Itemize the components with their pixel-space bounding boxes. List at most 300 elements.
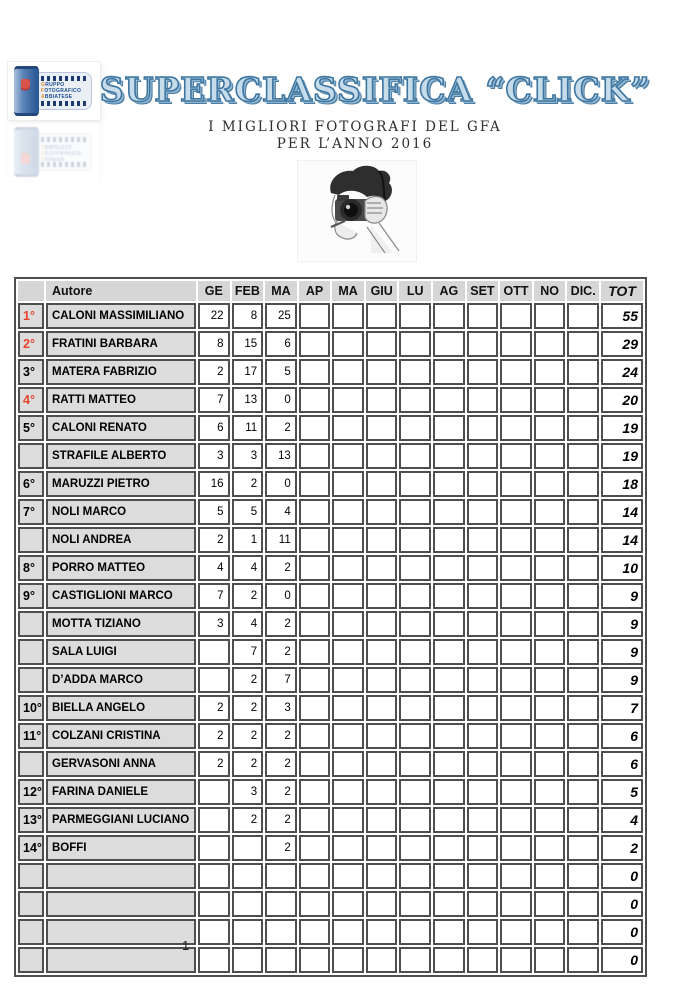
month-value-cell: [198, 807, 230, 833]
author-cell: CALONI RENATO: [46, 415, 196, 441]
month-value-cell: [467, 807, 499, 833]
rank-cell: [18, 443, 44, 469]
month-value-cell: [198, 779, 230, 805]
month-value-cell: [198, 891, 230, 917]
month-value-cell: [567, 751, 599, 777]
rank-cell: 6°: [18, 471, 44, 497]
rank-cell: 11°: [18, 723, 44, 749]
author-cell: SALA LUIGI: [46, 639, 196, 665]
month-value-cell: [198, 863, 230, 889]
month-value-cell: [332, 583, 364, 609]
author-cell: RATTI MATTEO: [46, 387, 196, 413]
rank-cell: [18, 527, 44, 553]
month-value-cell: [467, 331, 499, 357]
total-cell: 20: [601, 387, 643, 413]
month-value-cell: [567, 387, 599, 413]
author-cell: CALONI MASSIMILIANO: [46, 303, 196, 329]
author-cell: BIELLA ANGELO: [46, 695, 196, 721]
month-value-cell: [433, 331, 465, 357]
month-value-cell: 7: [232, 639, 264, 665]
month-value-cell: 2: [265, 611, 297, 637]
rank-cell: [18, 667, 44, 693]
month-value-cell: [332, 863, 364, 889]
month-value-cell: [366, 359, 398, 385]
month-value-cell: 4: [232, 611, 264, 637]
month-value-cell: [467, 891, 499, 917]
month-value-cell: 0: [265, 387, 297, 413]
table-row: [18, 331, 643, 357]
month-value-cell: [433, 555, 465, 581]
month-value-cell: [332, 947, 364, 973]
month-value-cell: [433, 527, 465, 553]
month-value-cell: [332, 667, 364, 693]
month-column-header: FEB: [232, 281, 264, 301]
month-value-cell: [534, 947, 566, 973]
month-value-cell: 2: [232, 695, 264, 721]
month-value-cell: 7: [265, 667, 297, 693]
month-value-cell: [433, 443, 465, 469]
month-value-cell: [332, 471, 364, 497]
table-row: [18, 527, 643, 553]
month-value-cell: [467, 443, 499, 469]
month-value-cell: [500, 331, 532, 357]
table-row: [18, 751, 643, 777]
month-value-cell: [467, 639, 499, 665]
month-value-cell: 3: [198, 443, 230, 469]
month-value-cell: [534, 555, 566, 581]
month-value-cell: [500, 471, 532, 497]
month-value-cell: [332, 443, 364, 469]
month-value-cell: [366, 667, 398, 693]
month-value-cell: 2: [232, 471, 264, 497]
month-value-cell: [366, 527, 398, 553]
table-row: [18, 723, 643, 749]
month-value-cell: [500, 415, 532, 441]
table-row: [18, 891, 643, 917]
total-cell: 9: [601, 667, 643, 693]
month-value-cell: [467, 499, 499, 525]
month-value-cell: 2: [232, 751, 264, 777]
month-value-cell: [299, 891, 331, 917]
month-value-cell: [500, 527, 532, 553]
month-value-cell: 25: [265, 303, 297, 329]
month-value-cell: [299, 387, 331, 413]
month-value-cell: 2: [265, 835, 297, 861]
month-value-cell: 16: [198, 471, 230, 497]
month-value-cell: [433, 359, 465, 385]
table-row: [18, 359, 643, 385]
month-value-cell: [534, 695, 566, 721]
month-value-cell: [399, 611, 431, 637]
subtitle-line-2: PER L’ANNO 2016: [276, 136, 434, 152]
month-value-cell: [399, 723, 431, 749]
table-row: [18, 835, 643, 861]
month-value-cell: [433, 583, 465, 609]
month-value-cell: 3: [198, 611, 230, 637]
month-value-cell: 5: [198, 499, 230, 525]
table-row: [18, 499, 643, 525]
month-value-cell: 2: [198, 751, 230, 777]
month-value-cell: [332, 891, 364, 917]
month-value-cell: [500, 611, 532, 637]
month-value-cell: [534, 527, 566, 553]
month-value-cell: [567, 471, 599, 497]
total-cell: 14: [601, 527, 643, 553]
month-value-cell: [534, 387, 566, 413]
month-value-cell: [567, 947, 599, 973]
month-value-cell: [299, 415, 331, 441]
total-cell: 7: [601, 695, 643, 721]
month-value-cell: [467, 919, 499, 945]
month-value-cell: [399, 947, 431, 973]
month-value-cell: [399, 331, 431, 357]
month-value-cell: [366, 331, 398, 357]
month-value-cell: [500, 667, 532, 693]
author-cell: FRATINI BARBARA: [46, 331, 196, 357]
table-row: [18, 555, 643, 581]
author-cell: NOLI MARCO: [46, 499, 196, 525]
author-cell: [46, 919, 196, 945]
month-value-cell: [399, 303, 431, 329]
rank-cell: [18, 947, 44, 973]
month-value-cell: [433, 863, 465, 889]
month-value-cell: [332, 807, 364, 833]
month-value-cell: [399, 863, 431, 889]
month-value-cell: [366, 387, 398, 413]
month-value-cell: [500, 639, 532, 665]
month-value-cell: [299, 359, 331, 385]
total-cell: 5: [601, 779, 643, 805]
month-value-cell: [332, 415, 364, 441]
table-row: [18, 387, 643, 413]
total-cell: 6: [601, 751, 643, 777]
month-value-cell: [232, 891, 264, 917]
total-cell: 19: [601, 443, 643, 469]
table-row: [18, 807, 643, 833]
month-value-cell: [265, 919, 297, 945]
month-value-cell: [567, 779, 599, 805]
month-value-cell: [399, 695, 431, 721]
rank-cell: [18, 863, 44, 889]
month-value-cell: [332, 779, 364, 805]
month-value-cell: [500, 387, 532, 413]
month-value-cell: [366, 583, 398, 609]
month-value-cell: [399, 443, 431, 469]
author-cell: [46, 891, 196, 917]
total-cell: 9: [601, 583, 643, 609]
rank-cell: 2°: [18, 331, 44, 357]
month-column-header: AP: [299, 281, 331, 301]
month-value-cell: [567, 863, 599, 889]
month-value-cell: 5: [232, 499, 264, 525]
month-value-cell: [433, 751, 465, 777]
month-value-cell: [299, 303, 331, 329]
month-value-cell: [433, 723, 465, 749]
month-value-cell: [299, 667, 331, 693]
month-column-header: OTT: [500, 281, 532, 301]
author-cell: PORRO MATTEO: [46, 555, 196, 581]
month-value-cell: [534, 723, 566, 749]
month-value-cell: 3: [265, 695, 297, 721]
month-value-cell: [366, 751, 398, 777]
month-value-cell: [433, 779, 465, 805]
month-value-cell: [534, 751, 566, 777]
month-value-cell: [299, 863, 331, 889]
month-value-cell: [500, 919, 532, 945]
month-value-cell: [567, 695, 599, 721]
month-value-cell: 11: [232, 415, 264, 441]
month-value-cell: [399, 891, 431, 917]
month-value-cell: [467, 359, 499, 385]
table-row: [18, 639, 643, 665]
month-value-cell: [299, 723, 331, 749]
month-value-cell: 2: [232, 667, 264, 693]
month-value-cell: [567, 835, 599, 861]
table-row: [18, 583, 643, 609]
month-value-cell: [500, 303, 532, 329]
month-column-header: AG: [433, 281, 465, 301]
month-value-cell: [500, 863, 532, 889]
month-value-cell: 2: [265, 723, 297, 749]
rank-cell: 7°: [18, 499, 44, 525]
month-value-cell: 5: [265, 359, 297, 385]
month-value-cell: [366, 499, 398, 525]
month-value-cell: [534, 583, 566, 609]
month-value-cell: [433, 611, 465, 637]
month-value-cell: 7: [198, 583, 230, 609]
rank-cell: 8°: [18, 555, 44, 581]
month-value-cell: [399, 471, 431, 497]
club-logo-text-line: ABBIATESE: [41, 94, 73, 100]
month-value-cell: [366, 555, 398, 581]
month-value-cell: [299, 779, 331, 805]
month-value-cell: [366, 891, 398, 917]
month-value-cell: [332, 639, 364, 665]
month-value-cell: [366, 723, 398, 749]
total-cell: 0: [601, 863, 643, 889]
month-value-cell: [332, 835, 364, 861]
month-value-cell: [433, 387, 465, 413]
month-value-cell: [467, 583, 499, 609]
month-value-cell: [399, 779, 431, 805]
month-value-cell: [366, 639, 398, 665]
month-value-cell: [467, 863, 499, 889]
month-value-cell: [366, 779, 398, 805]
club-logo-text-line: GRUPPO: [41, 82, 65, 88]
month-value-cell: [299, 807, 331, 833]
month-value-cell: [299, 751, 331, 777]
total-cell: 24: [601, 359, 643, 385]
month-value-cell: 15: [232, 331, 264, 357]
month-value-cell: [500, 695, 532, 721]
rank-cell: 4°: [18, 387, 44, 413]
month-value-cell: [467, 527, 499, 553]
month-value-cell: [399, 807, 431, 833]
subtitle-line-1: I MIGLIORI FOTOGRAFI DEL GFA: [208, 119, 502, 135]
month-value-cell: [467, 947, 499, 973]
rank-cell: [18, 891, 44, 917]
month-value-cell: [567, 667, 599, 693]
month-value-cell: [299, 611, 331, 637]
month-value-cell: [467, 303, 499, 329]
total-cell: 2: [601, 835, 643, 861]
month-value-cell: [467, 415, 499, 441]
total-cell: 55: [601, 303, 643, 329]
total-cell: 4: [601, 807, 643, 833]
total-cell: 19: [601, 415, 643, 441]
month-value-cell: [534, 415, 566, 441]
month-value-cell: [500, 723, 532, 749]
month-value-cell: 2: [198, 359, 230, 385]
month-value-cell: [399, 751, 431, 777]
month-value-cell: [534, 639, 566, 665]
month-value-cell: 7: [198, 387, 230, 413]
month-value-cell: 6: [265, 331, 297, 357]
month-value-cell: [500, 807, 532, 833]
month-value-cell: [299, 555, 331, 581]
month-value-cell: [399, 527, 431, 553]
month-value-cell: [433, 639, 465, 665]
month-value-cell: [299, 527, 331, 553]
month-value-cell: [534, 807, 566, 833]
author-cell: GERVASONI ANNA: [46, 751, 196, 777]
month-value-cell: [534, 331, 566, 357]
total-cell: 9: [601, 611, 643, 637]
month-value-cell: [567, 583, 599, 609]
month-value-cell: [366, 835, 398, 861]
month-value-cell: [265, 863, 297, 889]
month-value-cell: 2: [265, 779, 297, 805]
month-value-cell: [366, 303, 398, 329]
month-value-cell: [299, 443, 331, 469]
month-value-cell: [467, 779, 499, 805]
month-value-cell: [433, 667, 465, 693]
table-row: [18, 695, 643, 721]
table-row: [18, 919, 643, 945]
rank-cell: [18, 611, 44, 637]
month-value-cell: [299, 919, 331, 945]
total-column-header: TOT: [601, 281, 643, 301]
month-value-cell: 17: [232, 359, 264, 385]
month-value-cell: [299, 639, 331, 665]
month-value-cell: 4: [265, 499, 297, 525]
month-value-cell: [366, 611, 398, 637]
total-cell: 29: [601, 331, 643, 357]
month-value-cell: [500, 891, 532, 917]
month-value-cell: [366, 863, 398, 889]
author-cell: [46, 863, 196, 889]
month-value-cell: [399, 499, 431, 525]
month-value-cell: [467, 751, 499, 777]
author-cell: BOFFI: [46, 835, 196, 861]
table-row: [18, 471, 643, 497]
month-value-cell: [567, 527, 599, 553]
month-value-cell: [299, 695, 331, 721]
month-value-cell: [500, 555, 532, 581]
month-value-cell: [467, 723, 499, 749]
subtitle: [5, 119, 700, 153]
month-value-cell: 2: [265, 555, 297, 581]
month-value-cell: [500, 499, 532, 525]
month-value-cell: [399, 555, 431, 581]
author-cell: STRAFILE ALBERTO: [46, 443, 196, 469]
month-column-header: GE: [198, 281, 230, 301]
table-row: [18, 611, 643, 637]
month-value-cell: [534, 667, 566, 693]
month-value-cell: 2: [198, 527, 230, 553]
rank-cell: 14°: [18, 835, 44, 861]
month-value-cell: [534, 359, 566, 385]
month-value-cell: [433, 891, 465, 917]
month-column-header: DIC.: [567, 281, 599, 301]
month-value-cell: 2: [265, 639, 297, 665]
rank-column-header: [18, 281, 44, 301]
month-value-cell: [534, 863, 566, 889]
month-value-cell: [567, 331, 599, 357]
month-value-cell: 2: [232, 723, 264, 749]
table-row: [18, 863, 643, 889]
month-value-cell: 2: [265, 415, 297, 441]
month-value-cell: [366, 807, 398, 833]
month-value-cell: [399, 583, 431, 609]
total-cell: 0: [601, 947, 643, 973]
month-value-cell: [467, 667, 499, 693]
month-value-cell: [500, 751, 532, 777]
month-value-cell: [534, 919, 566, 945]
author-cell: MOTTA TIZIANO: [46, 611, 196, 637]
month-value-cell: 0: [265, 471, 297, 497]
author-cell: MATERA FABRIZIO: [46, 359, 196, 385]
month-value-cell: 22: [198, 303, 230, 329]
month-value-cell: [399, 359, 431, 385]
ranking-table: [14, 277, 647, 977]
month-value-cell: [399, 415, 431, 441]
rank-cell: 12°: [18, 779, 44, 805]
total-cell: 14: [601, 499, 643, 525]
month-value-cell: [567, 303, 599, 329]
month-value-cell: [232, 863, 264, 889]
month-value-cell: 2: [265, 807, 297, 833]
month-value-cell: [433, 835, 465, 861]
month-value-cell: [500, 947, 532, 973]
month-value-cell: 1: [232, 527, 264, 553]
month-value-cell: [366, 947, 398, 973]
month-value-cell: 0: [265, 583, 297, 609]
author-cell: FARINA DANIELE: [46, 779, 196, 805]
month-value-cell: [500, 779, 532, 805]
month-value-cell: [366, 919, 398, 945]
month-value-cell: [332, 695, 364, 721]
author-cell: PARMEGGIANI LUCIANO: [46, 807, 196, 833]
month-value-cell: [433, 303, 465, 329]
table-row: [18, 947, 643, 973]
total-cell: 9: [601, 639, 643, 665]
page-number: 1: [182, 938, 190, 953]
month-value-cell: [500, 359, 532, 385]
month-value-cell: 2: [198, 695, 230, 721]
month-value-cell: 2: [232, 583, 264, 609]
month-value-cell: [567, 919, 599, 945]
table-row: [18, 303, 643, 329]
month-value-cell: [500, 835, 532, 861]
author-cell: MARUZZI PIETRO: [46, 471, 196, 497]
month-value-cell: [332, 527, 364, 553]
month-value-cell: [299, 583, 331, 609]
month-value-cell: 2: [198, 723, 230, 749]
month-value-cell: [567, 807, 599, 833]
month-column-header: MA: [332, 281, 364, 301]
month-value-cell: 4: [198, 555, 230, 581]
